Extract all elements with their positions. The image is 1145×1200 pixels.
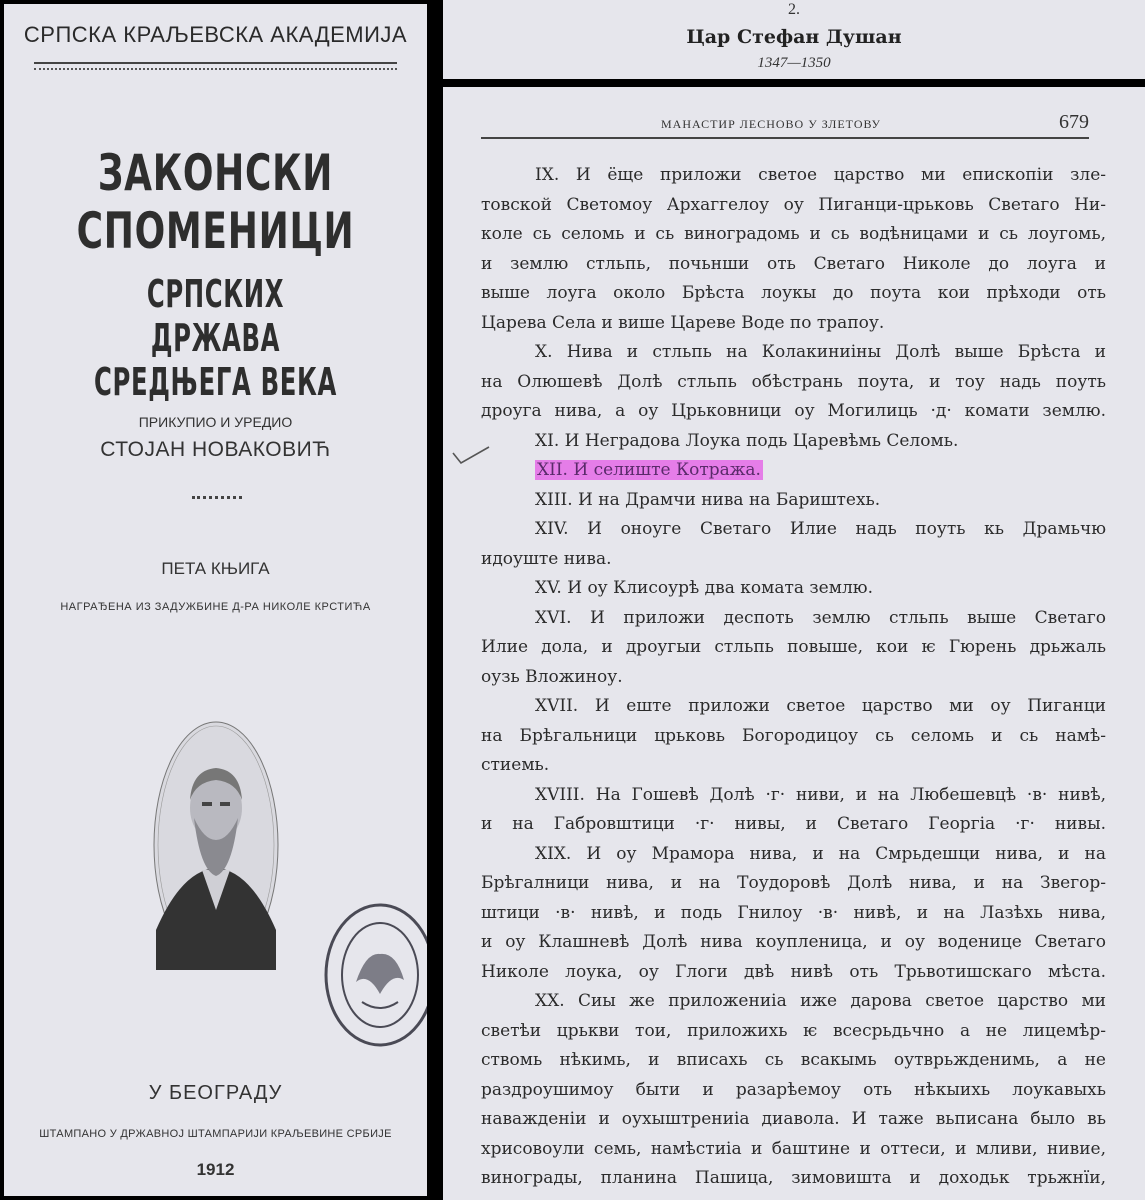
text-line: XIX. И оу Мрамора нива, и на Смрьдешци нива, и на: [535, 843, 1106, 864]
publication-year: 1912: [196, 1160, 235, 1179]
text-line: [481, 456, 1106, 486]
text-line: раздроушимоу быти и разарѣемоу оть нѣкыихь лоукавыхь: [481, 1079, 1106, 1100]
text-line: XX. Сиы же приложениіа иже дарова светое царство ми: [535, 991, 1106, 1011]
printer-line: ШТАМПАНО У ДРЖАВНОЈ ШТАМПАРИЈИ КРАЉЕВИНЕ СРБИЈЕ: [39, 1128, 392, 1140]
text-line: Илие дола, и дроугыи стльпь повыше, кои ѥ Гюрень дрьжаль: [481, 637, 1106, 657]
text-line: XI. И Неградова Лоука подь Царевѣмь Селомь.: [535, 430, 959, 451]
text-line: XIII. И на Драмчи нива на Бариштехь.: [535, 489, 881, 510]
text-line: и землю стльпь, почьнши оть Светаго Николе до лоуга и: [481, 253, 1106, 274]
award-note: НАГРАЂЕНА ИЗ ЗАДУЖБИНЕ Д-РА НИКОЛЕ КРСТИЋА: [60, 601, 371, 613]
ruler-name: Цар Стефан Душан: [686, 26, 902, 48]
text-line: на Брѣгальници црьковь Богородицоу сь селомь и сь намѣ-: [481, 725, 1106, 746]
text-line: дроуга нива, а оу Црьковници оу Могилиць ·д· комати землю.: [481, 401, 1106, 421]
text-line: XVIII. На Гошевѣ Долѣ ·г· ниви, и на Любешевцѣ ·в· нивѣ,: [535, 784, 1106, 805]
academy-name: СРПСКА КРАЉЕВСКА АКАДЕМИЈА: [23, 22, 408, 47]
book-title-line-2: СРПСКИХ ДРЖАВА СРЕДЊЕГА ВЕКА: [94, 272, 337, 404]
running-header: [481, 111, 1089, 139]
text-line: винограды, планина Пашица, зимовишта и доходьк трьжнїи,: [481, 1168, 1106, 1188]
text-line: и оу Клашневѣ Долѣ нива коупленица, и оу воденице Светаго: [481, 932, 1106, 952]
city-label: У БЕОГРАДУ: [148, 1082, 283, 1104]
author-portrait: [152, 720, 280, 970]
text-line: хрисовоули семь, намѣстиіа и баштине и оттеси, и мливи, нивие,: [481, 1138, 1106, 1159]
text-line: XIV. И оноуге Светаго Илие надь поуть кь Драмьчю: [535, 519, 1106, 539]
text-line: ствомь нѣкимь, и вписахь сь всакымь оутврьжденимь, а не: [481, 1050, 1106, 1070]
text-line: IX. И ёще приложи светое царство ми епископіи зле-: [535, 165, 1106, 185]
document-number: 2.: [788, 1, 800, 18]
text-line: XVII. И еште приложи светое царство ми оу Пиганци: [535, 696, 1106, 716]
text-line: Царева Села и више Цареве Воде по трапоу.: [481, 312, 885, 333]
highlighted-text: XII. И селиште Котража.: [537, 460, 761, 480]
ornament-divider: [192, 496, 242, 499]
document-header-strip: [443, 0, 1145, 79]
text-line: стиемь.: [481, 755, 550, 775]
text-line: оузь Вложиноу.: [481, 666, 623, 687]
text-line: товской Светомоу Архаггелоу оу Пиганци-црьковь Светаго Ни-: [481, 194, 1106, 215]
charter-text: [481, 161, 1106, 1194]
top-rule: [34, 62, 397, 64]
text-page: [443, 87, 1145, 1200]
text-line: идоуште нива.: [481, 548, 612, 569]
text-line: X. Нива и стльпь на Колакиниіны Долѣ выше Брѣста и: [535, 342, 1106, 362]
author-name: СТОЈАН НОВАКОВИЋ: [100, 438, 331, 461]
page-number: 679: [1059, 111, 1089, 133]
text-line: светѣи црькви тои, приложихь ѥ всесрьдьчно а не лицемѣр-: [481, 1020, 1106, 1041]
library-stamp: [322, 902, 427, 1048]
text-line: на Олюшевѣ Долѣ стльпь обѣстрань поута, и тоу надь поуть: [481, 371, 1106, 392]
text-line: штици ·в· нивѣ, и подь Гнилоу ·в· нивѣ, и на Лазѣхь нива,: [481, 902, 1106, 923]
text-line: наважденіи и оухыштрениіа диавола. И таже вьписана было вь: [481, 1109, 1106, 1129]
date-range: 1347—1350: [757, 55, 831, 71]
dotted-rule: [34, 68, 397, 70]
text-line: и на Габровштици ·г· нивы, и Светаго Георгіа ·г· нивы.: [481, 814, 1106, 834]
collected-by-label: ПРИКУПИО И УРЕДИО: [138, 414, 293, 430]
text-line: XVI. И приложи деспоть землю стльпь выше Светаго: [535, 607, 1106, 628]
title-page: [4, 4, 427, 1196]
running-title: МАНАСТИР ЛЕСНОВО У ЗЛЕТОВУ: [661, 117, 882, 131]
text-line: XV. И оу Клисоурѣ два комата землю.: [535, 578, 873, 598]
book-title-line-1: ЗАКОНСКИ СПОМЕНИЦИ: [76, 144, 355, 260]
text-line: Николе лоука, оу Глоги двѣ нивѣ оть Трьвотишскаго мѣста.: [481, 961, 1106, 982]
text-line: коле сь селомь и сь виноградомь и сь водѣницами и сь лоугомь,: [481, 224, 1106, 244]
text-line: выше лоуга около Брѣста лоукы до поута кои прѣходи оть: [481, 283, 1106, 303]
volume-label: ПЕТА КЊИГА: [161, 559, 270, 578]
text-line: Брѣгалници нива, и на Тоудоровѣ Долѣ нива, и на Звегор-: [481, 873, 1106, 893]
